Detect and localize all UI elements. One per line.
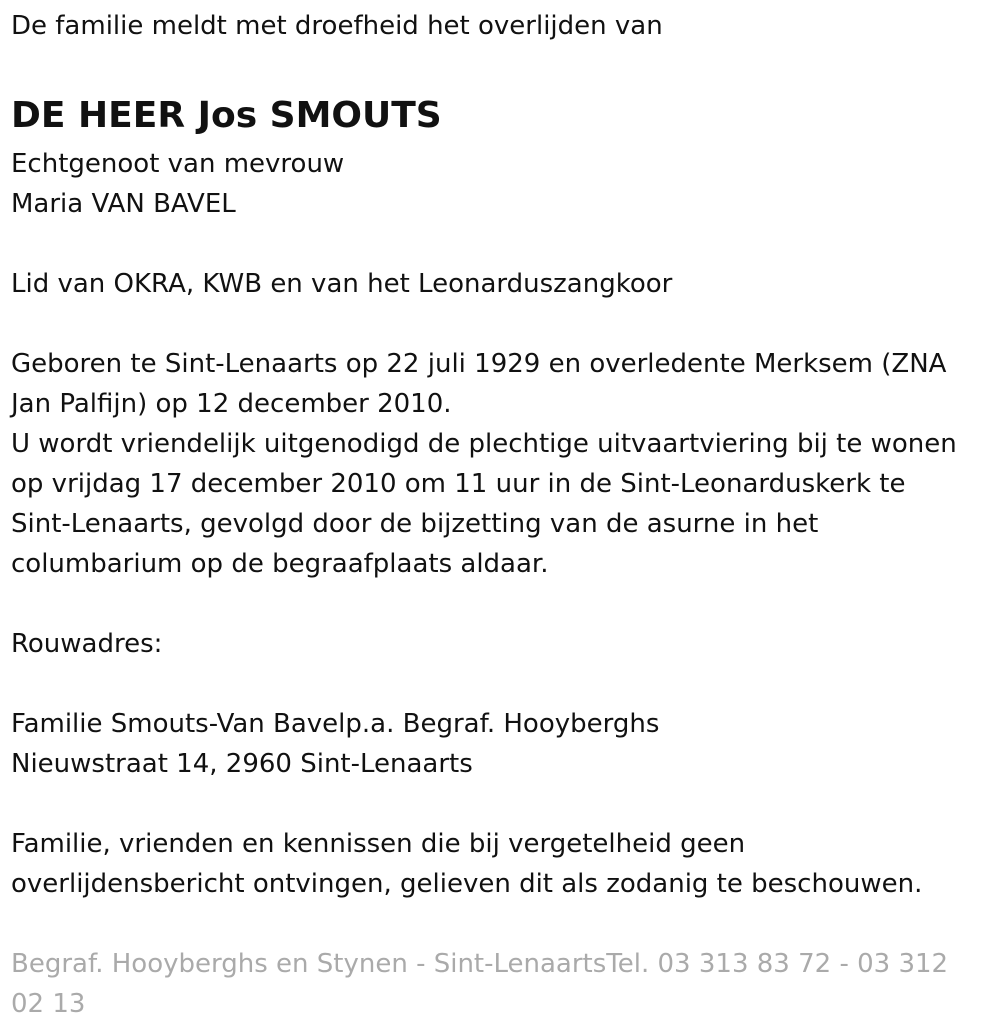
spacer <box>11 664 991 704</box>
funeral-line-3: Sint-Lenaarts, gevolgd door de bijzetting van de asurne in het <box>11 509 819 539</box>
spacer <box>11 304 991 344</box>
spouse-line-2: Maria VAN BAVEL <box>11 189 236 219</box>
footer-line-1: Begraf. Hooyberghs en Stynen - Sint-LenaartsTel. 03 313 83 72 - 03 312 <box>11 949 949 979</box>
obituary-notice <box>11 6 991 1024</box>
spacer <box>11 46 991 86</box>
birth-death-line-1: Geboren te Sint-Lenaarts op 22 juli 1929 en overledente Merksem (ZNA <box>11 349 947 379</box>
intro-text: De familie meldt met droefheid het overlijden van <box>11 11 663 41</box>
condolence-address-line-1: Familie Smouts-Van Bavelp.a. Begraf. Hooyberghs <box>11 709 660 739</box>
notice-line-2: overlijdensbericht ontvingen, gelieven dit als zodanig te beschouwen. <box>11 869 923 899</box>
spacer <box>11 904 991 944</box>
spacer <box>11 224 991 264</box>
footer-line-2: 02 13 <box>11 989 86 1019</box>
funeral-line-4: columbarium op de begraafplaats aldaar. <box>11 549 549 579</box>
spouse-line-1: Echtgenoot van mevrouw <box>11 149 345 179</box>
funeral-line-1: U wordt vriendelijk uitgenodigd de plechtige uitvaartviering bij te wonen <box>11 429 957 459</box>
condolence-address-label: Rouwadres: <box>11 629 163 659</box>
birth-death-line-2: Jan Palfijn) op 12 december 2010. <box>11 389 452 419</box>
funeral-line-2: op vrijdag 17 december 2010 om 11 uur in de Sint-Leonarduskerk te <box>11 469 906 499</box>
notice-line-1: Familie, vrienden en kennissen die bij vergetelheid geen <box>11 829 746 859</box>
deceased-name: DE HEER Jos SMOUTS <box>11 95 442 136</box>
condolence-address-line-2: Nieuwstraat 14, 2960 Sint-Lenaarts <box>11 749 473 779</box>
spacer <box>11 784 991 824</box>
membership-text: Lid van OKRA, KWB en van het Leonarduszangkoor <box>11 269 673 299</box>
spacer <box>11 584 991 624</box>
